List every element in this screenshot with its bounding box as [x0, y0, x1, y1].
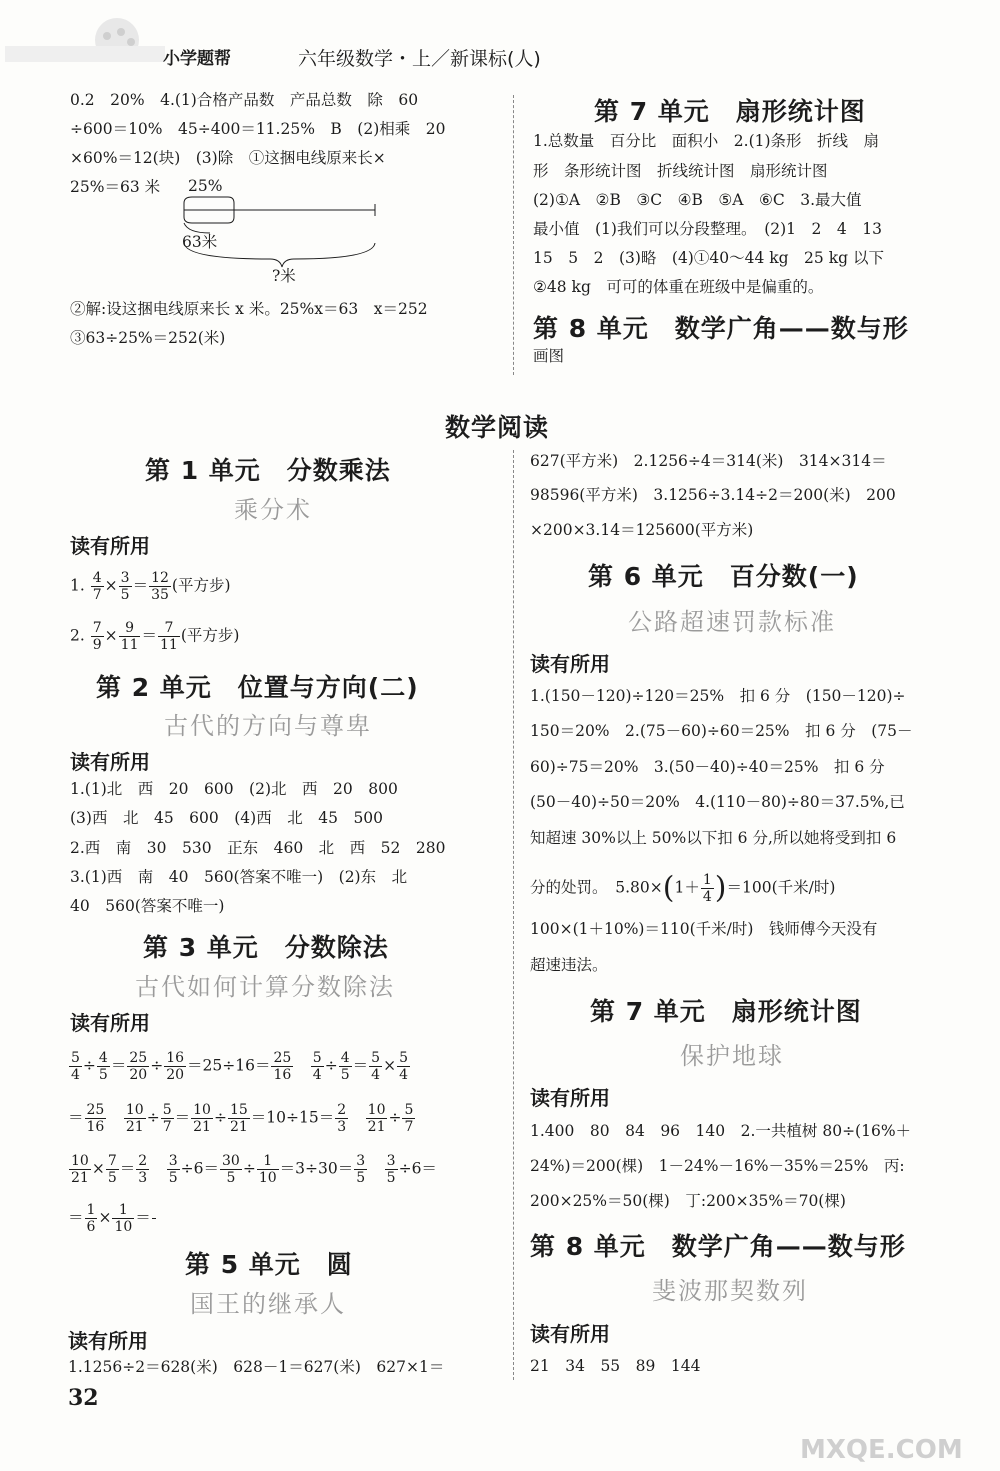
u5-subtitle: 国王的继承人 [190, 1290, 346, 1318]
u6-subtitle: 公路超速罚款标准 [628, 608, 836, 636]
top-right-unit7-line-5: 15 5 2 (3)略 (4)①40～44 kg 25 kg 以下 [533, 249, 884, 267]
fraction: $\frac{10}{21}$ [193, 1102, 211, 1135]
u5-cont-line-1: 627(平方米) 2.1256÷4＝314(米) 314×314＝ [530, 452, 887, 470]
u8-subtitle: 斐波那契数列 [652, 1277, 808, 1305]
fraction: $\frac{25}{16}$ [86, 1102, 105, 1135]
u5-title: 第 5 单元 圆 [185, 1250, 353, 1279]
u7-title: 第 7 单元 扇形统计图 [590, 997, 862, 1026]
header-logo [5, 10, 165, 70]
u5-line-1: 1.1256÷2＝628(米) 628－1＝627(米) 627×1＝ [68, 1358, 445, 1376]
u7-line-2: 24%)＝200(棵) 1－24%－16%－35%＝25% 丙: [530, 1157, 905, 1175]
header-brand: 小学题帮 [163, 49, 231, 69]
fraction: $\frac{5}{4}$ [312, 1050, 322, 1083]
paren-open: ( [662, 870, 675, 906]
u5-read-label: 读有所用 [68, 1329, 148, 1353]
u3-equation-1: $\frac{5}{4}$ ÷ $\frac{4}{5}$ ＝ $\frac{25}{20}$ ÷ $\frac{16}{20}$ ＝25÷16＝ $\frac{25}{16}$ $\frac{5}{4}$ ÷ $\frac{4}{5}$ ＝ $\frac{5}{4}$ × $\frac{5}{4}$ [71, 1050, 408, 1083]
fraction: $\frac{16}{20}$ [166, 1050, 185, 1083]
fraction: $\frac{4}{5}$ [98, 1050, 108, 1083]
top-right-unit8-title: 第 8 单元 数学广角——数与形 [533, 314, 909, 343]
fraction: $\frac{7}{5}$ [107, 1153, 117, 1186]
u1-read-label: 读有所用 [70, 534, 150, 558]
eq-text: ÷6＝ [180, 1159, 219, 1178]
bottom-divider [513, 450, 514, 1380]
u6-title: 第 6 单元 百分数(一) [588, 562, 859, 591]
fraction: $\frac{2}{3}$ [337, 1102, 347, 1135]
diagram-pct-label: 25% [188, 177, 223, 195]
u6-line-5: 知超速 30%以上 50%以下扣 6 分,所以她将受到扣 6 [530, 829, 897, 847]
u2-subtitle: 古代的方向与尊卑 [164, 712, 372, 740]
u7-read-label: 读有所用 [530, 1086, 610, 1110]
u6-line-2: 150＝20% 2.(75－60)÷60＝25% 扣 6 分 (75－ [530, 722, 913, 740]
u5-cont-line-2: 98596(平方米) 3.1256÷3.14÷2＝200(米) 200 [530, 486, 896, 504]
fraction: $\frac{3}{5}$ [356, 1153, 366, 1186]
diagram-total-label: ?米 [272, 267, 296, 285]
fraction: $\frac{5}{4}$ [399, 1050, 408, 1083]
logo-dots-icon [5, 10, 165, 70]
fraction: $\frac{3}{5}$ [386, 1153, 396, 1186]
u1-equation-1: 1. $\frac{4}{7}$ × $\frac{3}{5}$ ＝ $\frac{12}{35}$ (平方步) [70, 570, 231, 603]
u6-line-1: 1.(150－120)÷120＝25% 扣 6 分 (150－120)÷ [530, 687, 906, 705]
top-right-unit7-line-6: ②48 kg 可可的体重在班级中是偏重的。 [533, 278, 824, 296]
u3-equation-3: $\frac{10}{21}$ × $\frac{7}{5}$ ＝ $\frac{2}{3}$ $\frac{3}{5}$ ÷6＝ $\frac{30}{5}$ ÷ $\frac{1}{10}$ ＝3÷30＝ $\frac{3}{5}$ $\frac{3}{5}$ ÷6＝ [71, 1153, 437, 1186]
u6-line-3: 60)÷75＝20% 3.(50－40)÷40＝25% 扣 6 分 [530, 758, 885, 776]
eq-prefix: 1. [70, 576, 85, 595]
fraction: $\frac{9}{11}$ [120, 620, 139, 653]
fraction: $\frac{3}{5}$ [168, 1153, 178, 1186]
eq-prefix: 2. [70, 626, 85, 645]
u7-line-3: 200×25%＝50(棵) 丁:200×35%＝70(棵) [530, 1192, 846, 1210]
top-right-unit8-line: 画图 [533, 347, 565, 365]
fraction: $\frac{10}{21}$ [125, 1102, 144, 1135]
fraction: $\frac{1}{10}$ [258, 1153, 277, 1186]
page-number: 32 [68, 1385, 99, 1411]
top-right-unit7-line-1: 1.总数量 百分比 面积小 2.(1)条形 折线 扇 [533, 132, 880, 150]
u2-line-2: (3)西 北 45 600 (4)西 北 45 500 [70, 809, 384, 827]
u2-line-4: 3.(1)西 南 40 560(答案不唯一) (2)东 北 [70, 868, 408, 886]
fraction: $\frac{1}{6}$ [86, 1202, 96, 1235]
fraction [152, 1218, 156, 1219]
fraction: $\frac{25}{16}$ [273, 1050, 292, 1083]
paren-close: ) [714, 870, 727, 906]
top-left-solve-1: ②解:设这捆电线原来长 x 米。25%x＝63 x＝252 [70, 300, 428, 318]
u6-read-label: 读有所用 [530, 652, 610, 676]
u8-title: 第 8 单元 数学广角——数与形 [530, 1232, 906, 1261]
u2-line-5: 40 560(答案不唯一) [70, 897, 225, 915]
fraction: $\frac{1}{10}$ [114, 1202, 133, 1235]
top-left-line-1: 0.2 20% 4.(1)合格产品数 产品总数 除 60 [70, 91, 419, 109]
top-right-unit7-line-4: 最小值 (1)我们可以分段整理。 (2)1 2 4 13 [533, 220, 882, 238]
fraction: $\frac{4}{5}$ [340, 1050, 350, 1083]
top-left-solve-2: ③63÷25%＝252(米) [70, 329, 226, 347]
u2-line-3: 2.西 南 30 530 正东 460 北 西 52 280 [70, 839, 446, 857]
u3-equation-4: ＝ $\frac{1}{6}$ × $\frac{1}{10}$ ＝ [68, 1202, 157, 1235]
fraction: $\frac{25}{20}$ [129, 1050, 148, 1083]
u8-read-label: 读有所用 [530, 1322, 610, 1346]
u3-title: 第 3 单元 分数除法 [143, 933, 389, 962]
header-subtitle: 六年级数学・上／新课标(人) [298, 48, 541, 70]
fraction: $\frac{5}{7}$ [404, 1102, 414, 1135]
top-left-line-4: 25%＝63 米 [70, 178, 161, 196]
fraction: $\frac{7}{9}$ [92, 620, 102, 653]
fraction: $\frac{7}{11}$ [160, 620, 178, 653]
u3-equation-2: ＝ $\frac{25}{16}$ $\frac{10}{21}$ ÷ $\frac{5}{7}$ ＝ $\frac{10}{21}$ ÷ $\frac{15}{21}$ ＝10÷15＝ $\frac{2}{3}$ $\frac{10}{21}$ ÷ $\frac{5}{7}$ [68, 1102, 414, 1135]
fraction: $\frac{5}{4}$ [371, 1050, 381, 1083]
u5-cont-line-3: ×200×3.14＝125600(平方米) [530, 521, 754, 539]
fraction: $\frac{2}{3}$ [138, 1153, 148, 1186]
u6-tail-1: 100×(1＋10%)＝110(千米/时) 钱师傅今天没有 [530, 920, 878, 938]
fraction: $\frac{4}{7}$ [92, 570, 102, 603]
u1-subtitle: 乘分术 [234, 496, 312, 524]
top-right-unit7-title: 第 7 单元 扇形统计图 [594, 97, 866, 126]
fraction: $\frac{12}{35}$ [151, 570, 169, 603]
fraction: $\frac{3}{5}$ [120, 570, 130, 603]
fraction: $\frac{30}{5}$ [221, 1153, 240, 1186]
top-right-unit7-line-3: (2)①A ②B ③C ④B ⑤A ⑥C 3.最大值 [533, 191, 862, 209]
u6-line-4: (50－40)÷50＝20% 4.(110－80)÷80＝37.5%,已 [530, 793, 905, 811]
fraction: $\frac{5}{4}$ [71, 1050, 80, 1083]
u6-line-6: 分的处罚。 5.80×(1＋ $\frac{1}{4}$ )＝100(千米/时) [530, 870, 836, 906]
eq-text: ＝25÷16＝ [187, 1056, 271, 1075]
top-divider [513, 95, 514, 375]
diagram-length-label: 63米 [182, 233, 218, 251]
eq-suffix: (平方步) [171, 576, 231, 595]
eq-suffix: ＝100(千米/时) [726, 878, 836, 897]
watermark-text: MXQE.COM [800, 1435, 963, 1465]
u3-read-label: 读有所用 [70, 1011, 150, 1035]
fraction: $\frac{15}{21}$ [229, 1102, 248, 1135]
reading-title: 数学阅读 [445, 413, 550, 442]
eq-text: ＝10÷15＝ [250, 1108, 335, 1127]
eq-text: ＝3÷30＝ [279, 1159, 354, 1178]
u2-title: 第 2 单元 位置与方向(二) [96, 673, 419, 702]
u3-subtitle: 古代如何计算分数除法 [135, 973, 395, 1001]
eq-suffix: (平方步) [180, 626, 240, 645]
u2-line-1: 1.(1)北 西 20 600 (2)北 西 20 800 [70, 780, 398, 798]
u8-line-1: 21 34 55 89 144 [530, 1357, 701, 1375]
u6-tail-2: 超速违法。 [530, 956, 608, 974]
fraction: $\frac{5}{7}$ [162, 1102, 172, 1135]
fraction: $\frac{10}{21}$ [367, 1102, 386, 1135]
u7-line-1: 1.400 80 84 96 140 2.一共植树 80÷(16%＋ [530, 1122, 912, 1140]
top-right-unit7-line-2: 形 条形统计图 折线统计图 扇形统计图 [533, 162, 828, 180]
u2-read-label: 读有所用 [70, 750, 150, 774]
fraction: $\frac{10}{21}$ [71, 1153, 89, 1186]
u1-equation-2: 2. $\frac{7}{9}$ × $\frac{9}{11}$ ＝ $\frac{7}{11}$ (平方步) [70, 620, 240, 653]
top-left-line-3: ×60%＝12(块) (3)除 ①这捆电线原来长× [70, 149, 386, 167]
fraction: $\frac{1}{4}$ [702, 872, 712, 905]
top-left-line-2: ÷600＝10% 45÷400＝11.25% B (2)相乘 20 [70, 120, 446, 138]
eq-prefix: 分的处罚。 5.80× [530, 878, 663, 897]
eq-text: ÷6＝ [398, 1159, 437, 1178]
u7-subtitle: 保护地球 [680, 1042, 784, 1070]
u1-title: 第 1 单元 分数乘法 [145, 456, 391, 485]
